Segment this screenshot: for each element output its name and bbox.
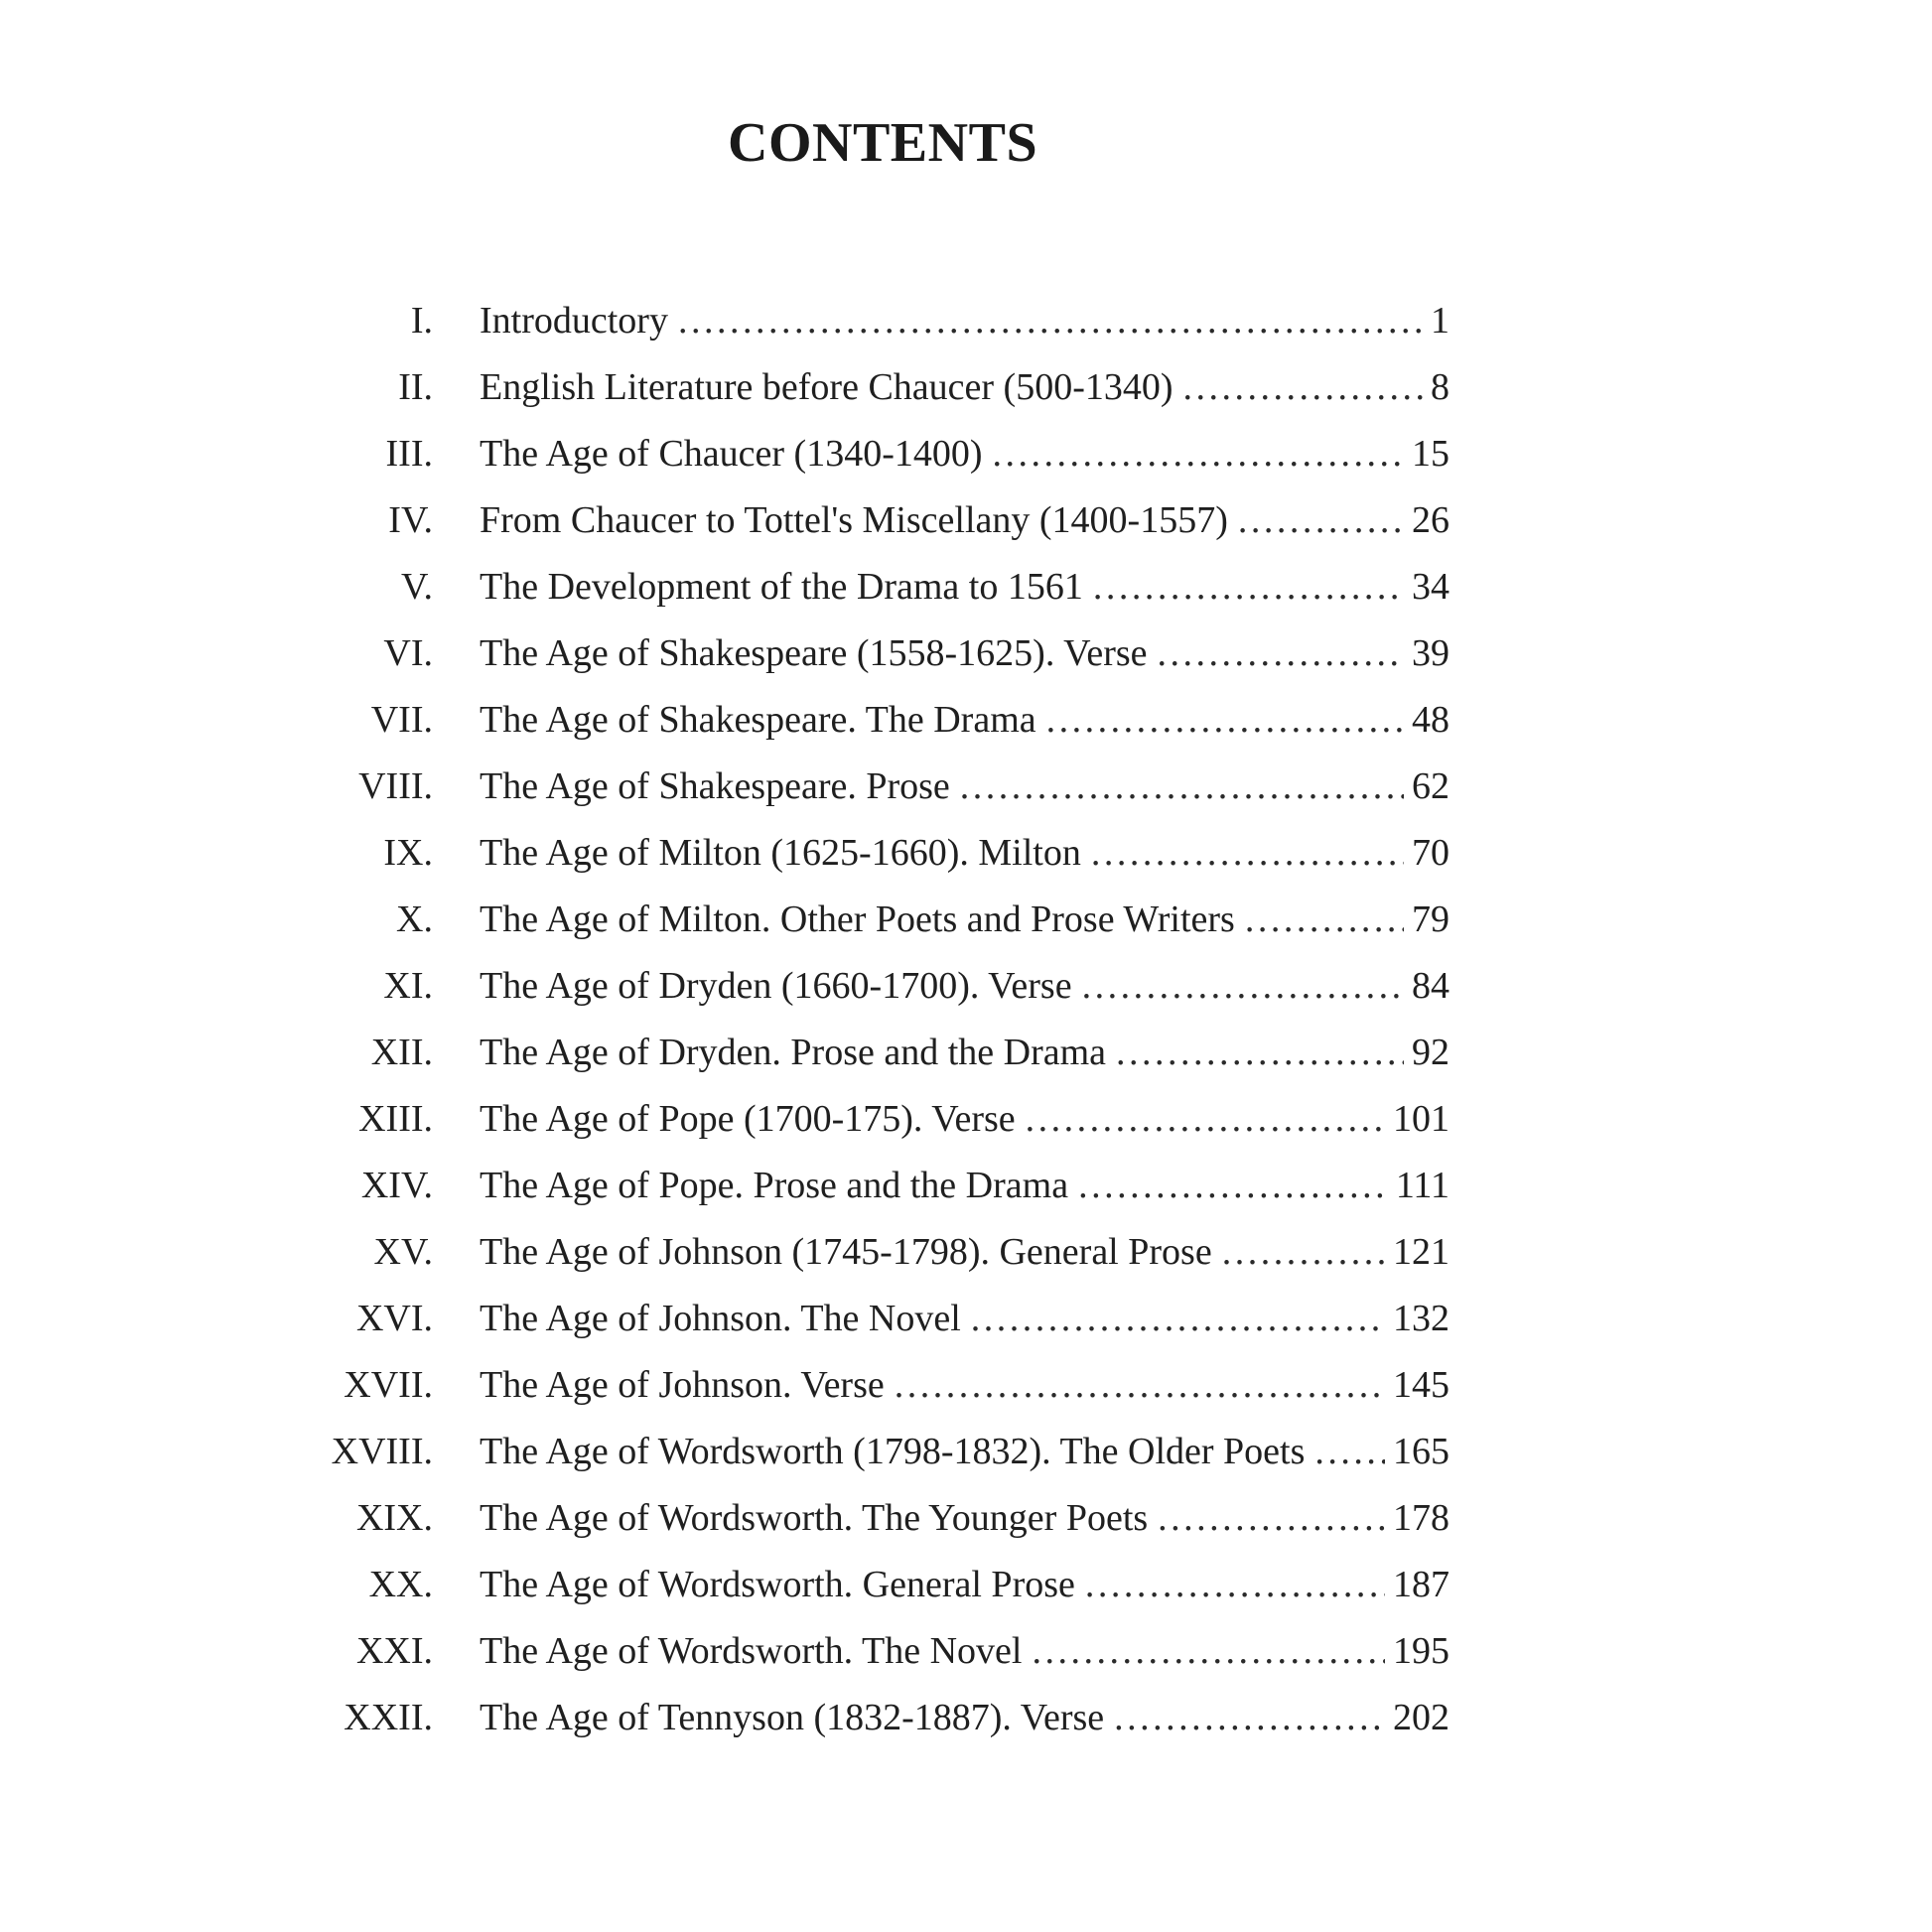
dot-leader — [1314, 1429, 1385, 1474]
dot-leader — [1114, 1695, 1385, 1740]
toc-entry — [298, 819, 1449, 886]
toc-entry — [298, 952, 1449, 1019]
chapter-title: The Development of the Drama to 1561 — [480, 564, 1093, 610]
chapter-numeral: XI. — [383, 964, 433, 1007]
chapter-numeral: IX. — [383, 831, 433, 874]
toc-entry — [298, 1684, 1449, 1750]
dot-leader — [1085, 1562, 1385, 1607]
chapter-entry — [480, 897, 1449, 942]
chapter-numeral: XVIII. — [331, 1430, 433, 1472]
toc-entry — [298, 420, 1449, 486]
toc-entry — [298, 1218, 1449, 1285]
chapter-entry — [480, 830, 1449, 876]
toc-entry — [298, 1551, 1449, 1617]
dot-leader — [1026, 1096, 1385, 1142]
chapter-numeral: II. — [398, 365, 433, 408]
chapter-entry — [480, 564, 1449, 610]
page-title: CONTENTS — [728, 112, 1038, 174]
dot-leader — [1082, 963, 1404, 1009]
chapter-title: The Age of Wordsworth (1798-1832). The Older Poets — [480, 1429, 1314, 1474]
chapter-title: The Age of Tennyson (1832-1887). Verse — [480, 1695, 1114, 1740]
chapter-numeral: XIII. — [358, 1097, 433, 1140]
chapter-entry — [480, 1695, 1449, 1740]
dot-leader — [960, 763, 1404, 809]
chapter-numeral: XII. — [370, 1031, 433, 1073]
chapter-title: The Age of Milton (1625-1660). Milton — [480, 830, 1091, 876]
page-number: 62 — [1404, 763, 1449, 809]
chapter-title: The Age of Johnson (1745-1798). General Prose — [480, 1229, 1222, 1275]
chapter-title: The Age of Shakespeare (1558-1625). Verse — [480, 630, 1158, 676]
chapter-numeral: VI. — [383, 631, 433, 674]
chapter-entry — [480, 1296, 1449, 1341]
toc-entry — [298, 753, 1449, 819]
page-number: 178 — [1385, 1495, 1449, 1541]
dot-leader — [1222, 1229, 1385, 1275]
chapter-entry — [480, 1628, 1449, 1674]
chapter-title: The Age of Chaucer (1340-1400) — [480, 431, 993, 477]
chapter-title: English Literature before Chaucer (500-1340) — [480, 364, 1183, 410]
page-number: 26 — [1404, 497, 1449, 543]
toc-entry — [298, 1019, 1449, 1085]
chapter-entry — [480, 1163, 1449, 1208]
toc-entry — [298, 1152, 1449, 1218]
chapter-title: The Age of Dryden (1660-1700). Verse — [480, 963, 1082, 1009]
dot-leader — [895, 1362, 1385, 1408]
chapter-numeral: VII. — [370, 698, 433, 741]
chapter-title: The Age of Pope (1700-175). Verse — [480, 1096, 1026, 1142]
toc-entry — [298, 287, 1449, 353]
dot-leader — [1238, 497, 1404, 543]
chapter-numeral: V. — [400, 565, 433, 608]
chapter-numeral: XVII. — [344, 1363, 433, 1406]
toc-entry — [298, 353, 1449, 420]
page-number: 165 — [1385, 1429, 1449, 1474]
chapter-numeral: XV. — [373, 1230, 433, 1273]
page-number: 8 — [1423, 364, 1449, 410]
page-number: 195 — [1385, 1628, 1449, 1674]
chapter-numeral: XVI. — [355, 1297, 433, 1339]
chapter-entry — [480, 1562, 1449, 1607]
dot-leader — [1093, 564, 1404, 610]
toc-entry — [298, 1617, 1449, 1684]
chapter-title: The Age of Milton. Other Poets and Prose Writers — [480, 897, 1245, 942]
dot-leader — [1091, 830, 1404, 876]
toc-entry — [298, 1418, 1449, 1484]
page-number: 48 — [1404, 697, 1449, 743]
chapter-numeral: XIV. — [360, 1164, 433, 1206]
chapter-entry — [480, 763, 1449, 809]
chapter-numeral: X. — [396, 897, 433, 940]
chapter-entry — [480, 630, 1449, 676]
page-number: 34 — [1404, 564, 1449, 610]
chapter-title: The Age of Shakespeare. The Drama — [480, 697, 1046, 743]
toc-entry — [298, 1484, 1449, 1551]
toc-entry — [298, 886, 1449, 952]
chapter-numeral: IV. — [388, 498, 433, 541]
page-number: 79 — [1404, 897, 1449, 942]
page-number: 202 — [1385, 1695, 1449, 1740]
chapter-entry — [480, 298, 1449, 344]
page-number: 39 — [1404, 630, 1449, 676]
page-number: 111 — [1388, 1163, 1449, 1208]
chapter-numeral: III. — [385, 432, 433, 475]
chapter-title: The Age of Johnson. Verse — [480, 1362, 895, 1408]
dot-leader — [1245, 897, 1404, 942]
chapter-entry — [480, 963, 1449, 1009]
chapter-entry — [480, 1495, 1449, 1541]
chapter-entry — [480, 1030, 1449, 1075]
page-number: 15 — [1404, 431, 1449, 477]
chapter-title: The Age of Pope. Prose and the Drama — [480, 1163, 1078, 1208]
chapter-title: The Age of Johnson. The Novel — [480, 1296, 971, 1341]
table-of-contents — [298, 287, 1449, 1750]
chapter-entry — [480, 431, 1449, 477]
dot-leader — [1046, 697, 1404, 743]
toc-entry — [298, 1085, 1449, 1152]
chapter-numeral: XXII. — [344, 1696, 433, 1738]
page-number: 70 — [1404, 830, 1449, 876]
dot-leader — [1158, 630, 1404, 676]
chapter-title: The Age of Shakespeare. Prose — [480, 763, 960, 809]
dot-leader — [1078, 1163, 1388, 1208]
chapter-entry — [480, 1429, 1449, 1474]
page-number: 145 — [1385, 1362, 1449, 1408]
dot-leader — [1158, 1495, 1385, 1541]
dot-leader — [1183, 364, 1423, 410]
chapter-entry — [480, 497, 1449, 543]
chapter-title: Introductory — [480, 298, 678, 344]
chapter-numeral: XXI. — [355, 1629, 433, 1672]
chapter-title: The Age of Dryden. Prose and the Drama — [480, 1030, 1116, 1075]
toc-entry — [298, 1351, 1449, 1418]
dot-leader — [1116, 1030, 1404, 1075]
page-number: 187 — [1385, 1562, 1449, 1607]
chapter-numeral: XIX. — [355, 1496, 433, 1539]
page-number: 101 — [1385, 1096, 1449, 1142]
page-number: 84 — [1404, 963, 1449, 1009]
toc-entry — [298, 553, 1449, 620]
dot-leader — [1032, 1628, 1385, 1674]
chapter-entry — [480, 697, 1449, 743]
chapter-title: From Chaucer to Tottel's Miscellany (1400-1557) — [480, 497, 1238, 543]
chapter-numeral: I. — [410, 299, 433, 342]
chapter-numeral: VIII. — [358, 764, 433, 807]
dot-leader — [971, 1296, 1385, 1341]
chapter-numeral: XX. — [368, 1563, 433, 1605]
page-number: 92 — [1404, 1030, 1449, 1075]
toc-entry — [298, 486, 1449, 553]
chapter-entry — [480, 1229, 1449, 1275]
chapter-entry — [480, 364, 1449, 410]
page-number: 121 — [1385, 1229, 1449, 1275]
dot-leader — [993, 431, 1404, 477]
dot-leader — [678, 298, 1423, 344]
toc-entry — [298, 1285, 1449, 1351]
chapter-title: The Age of Wordsworth. The Novel — [480, 1628, 1032, 1674]
page-number: 1 — [1423, 298, 1449, 344]
chapter-title: The Age of Wordsworth. The Younger Poets — [480, 1495, 1158, 1541]
chapter-entry — [480, 1096, 1449, 1142]
toc-entry — [298, 620, 1449, 686]
toc-entry — [298, 686, 1449, 753]
chapter-title: The Age of Wordsworth. General Prose — [480, 1562, 1085, 1607]
page-number: 132 — [1385, 1296, 1449, 1341]
chapter-entry — [480, 1362, 1449, 1408]
